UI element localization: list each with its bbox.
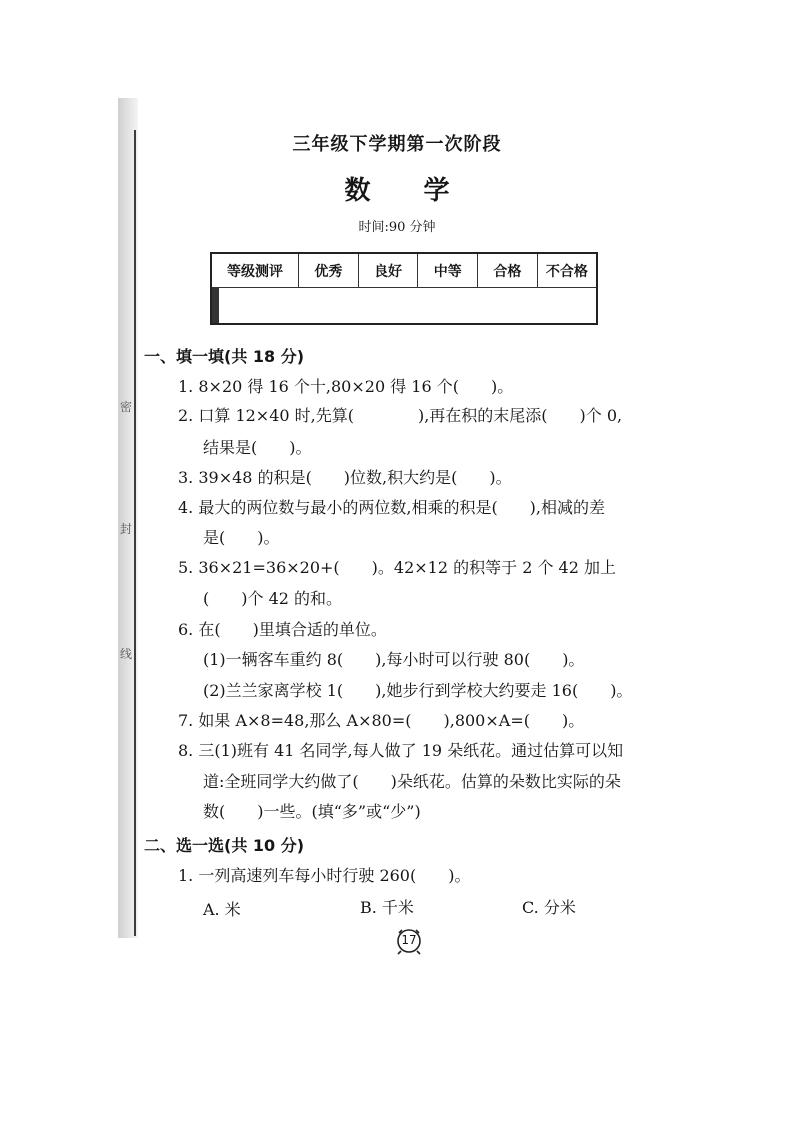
question-6: 6. 在( )里填合适的单位。: [178, 620, 387, 639]
page-number: 17: [401, 933, 417, 947]
subject-title: 数 学: [344, 176, 472, 206]
grade-table-score-row: [212, 288, 219, 323]
option-a[interactable]: A. 米: [203, 900, 241, 919]
seal-mark-feng: 封: [120, 522, 133, 536]
seal-mark-xian: 线: [120, 647, 133, 661]
question-8: 8. 三(1)班有 41 名同学,每人做了 19 朵纸花。通过估算可以知: [178, 741, 624, 760]
option-c[interactable]: C. 分米: [522, 898, 576, 917]
grade-header-cell: 优秀: [299, 253, 359, 288]
grade-table-header-row: [211, 253, 597, 288]
seal-mark-mi: 密: [120, 400, 133, 414]
question-8-cont-1: 道:全班同学大约做了( )朵纸花。估算的朵数比实际的朵: [203, 772, 621, 791]
grade-header-cell: 中等: [418, 253, 478, 288]
exam-title: 三年级下学期第一次阶段: [292, 134, 502, 155]
grade-header-cell: 等级测评: [211, 253, 299, 288]
question-5: 5. 36×21=36×20+( )。42×12 的积等于 2 个 42 加上: [178, 558, 616, 577]
page-number-badge: [392, 926, 426, 956]
question-1: 1. 8×20 得 16 个十,80×20 得 16 个( )。: [178, 377, 514, 396]
question-4-cont: 是( )。: [203, 528, 280, 547]
time-limit: 时间:90 分钟: [358, 220, 436, 235]
grade-header-cell: 不合格: [537, 253, 597, 288]
grade-header-cell: 良好: [358, 253, 418, 288]
question-7: 7. 如果 A×8=48,那么 A×80=( ),800×A=( )。: [178, 711, 585, 730]
question-3: 3. 39×48 的积是( )位数,积大约是( )。: [178, 468, 512, 487]
option-b[interactable]: B. 千米: [360, 898, 414, 917]
question-4: 4. 最大的两位数与最小的两位数,相乘的积是( ),相减的差: [178, 498, 606, 517]
choice-question-1: 1. 一列高速列车每小时行驶 260( )。: [178, 866, 471, 885]
section-1-title: 一、填一填(共 18 分): [144, 347, 305, 366]
binding-line: [134, 130, 136, 936]
grade-score-cell[interactable]: [218, 289, 219, 323]
section-2-title: 二、选一选(共 10 分): [144, 836, 305, 855]
question-8-cont-2: 数( )一些。(填“多”或“少”): [203, 802, 421, 821]
question-5-cont: ( )个 42 的和。: [203, 589, 343, 608]
grade-table: [210, 252, 598, 325]
question-2-cont: 结果是( )。: [203, 438, 312, 457]
question-6-part-1: (1)一辆客车重约 8( ),每小时可以行驶 80( )。: [203, 650, 585, 669]
grade-header-cell: 合格: [478, 253, 538, 288]
question-2: 2. 口算 12×40 时,先算( ),再在积的末尾添( )个 0,: [178, 406, 623, 425]
question-6-part-2: (2)兰兰家离学校 1( ),她步行到学校大约要走 16( )。: [203, 681, 633, 700]
